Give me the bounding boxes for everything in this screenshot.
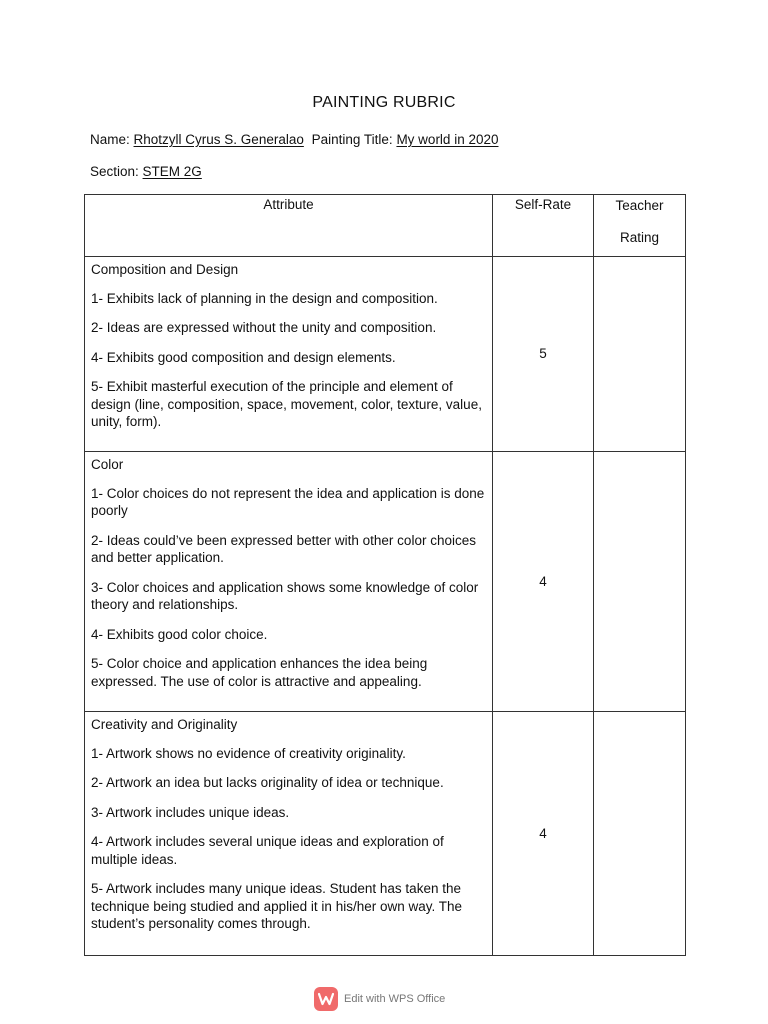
table-row	[85, 257, 686, 452]
criteria-item: 2- Ideas are expressed without the unity and composition.	[91, 320, 437, 335]
criteria-item: 5- Exhibit masterful execution of the principle and element of design (line, composition, space, movement, color, texture, value, unity, form).	[91, 379, 482, 429]
table-header-row	[85, 195, 686, 257]
criteria-title: Composition and Design	[91, 262, 239, 277]
header-self-rate: Self-Rate	[493, 195, 594, 257]
teacher-rating-cell	[594, 452, 686, 712]
criteria-cell	[85, 257, 493, 452]
criteria-item: 5- Color choice and application enhances the idea being expressed. The use of color is attractive and appealing.	[91, 656, 428, 689]
criteria-item: 4- Artwork includes several unique ideas and exploration of multiple ideas.	[91, 834, 444, 867]
name-label: Name:	[90, 132, 130, 147]
criteria-item: 4- Exhibits good color choice.	[91, 626, 268, 642]
table-row	[85, 712, 686, 956]
criteria-title: Color	[91, 457, 124, 472]
edit-with-wps-button[interactable]	[314, 986, 445, 1012]
name-value: Rhotzyll Cyrus S. Generalao	[133, 132, 304, 147]
criteria-item: 2- Artwork an idea but lacks originality of idea or technique.	[91, 775, 444, 790]
criteria-cell	[85, 712, 493, 956]
document-title: PAINTING RUBRIC	[312, 94, 456, 111]
criteria-item: 3- Color choices and application shows some knowledge of color theory and relationships.	[91, 579, 479, 612]
wps-office-logo-icon	[314, 987, 338, 1011]
self-rate-cell: 4	[493, 452, 594, 712]
criteria-item: 2- Ideas could’ve been expressed better with other color choices and better application.	[91, 532, 476, 565]
rubric-table	[84, 194, 686, 956]
painting-title-value: My world in 2020	[396, 132, 499, 147]
section-label: Section:	[90, 164, 139, 179]
header-teacher-rating: Teacher Rating	[594, 195, 686, 257]
self-rate-cell: 4	[493, 712, 594, 956]
criteria-item: 1- Exhibits lack of planning in the design and composition.	[91, 290, 438, 306]
criteria-item: 3- Artwork includes unique ideas.	[91, 804, 290, 820]
criteria-cell	[85, 452, 493, 712]
header-attribute: Attribute	[85, 195, 493, 257]
section-value: STEM 2G	[142, 164, 202, 179]
name-line	[90, 132, 499, 147]
criteria-item: 1- Artwork shows no evidence of creativity originality.	[91, 745, 406, 761]
wps-label: Edit with WPS Office	[344, 993, 446, 1005]
criteria-item: 4- Exhibits good composition and design elements.	[91, 349, 396, 365]
criteria-item: 1- Color choices do not represent the idea and application is done poorly	[91, 485, 485, 518]
teacher-rating-cell	[594, 712, 686, 956]
section-line	[90, 164, 202, 179]
criteria-item: 5- Artwork includes many unique ideas. Student has taken the technique being studied and applied it in his/her own way. The student’s personality comes through.	[91, 881, 462, 931]
teacher-rating-cell	[594, 257, 686, 452]
table-row	[85, 452, 686, 712]
painting-title-label: Painting Title:	[311, 132, 393, 147]
self-rate-cell: 5	[493, 257, 594, 452]
criteria-title: Creativity and Originality	[91, 717, 238, 732]
